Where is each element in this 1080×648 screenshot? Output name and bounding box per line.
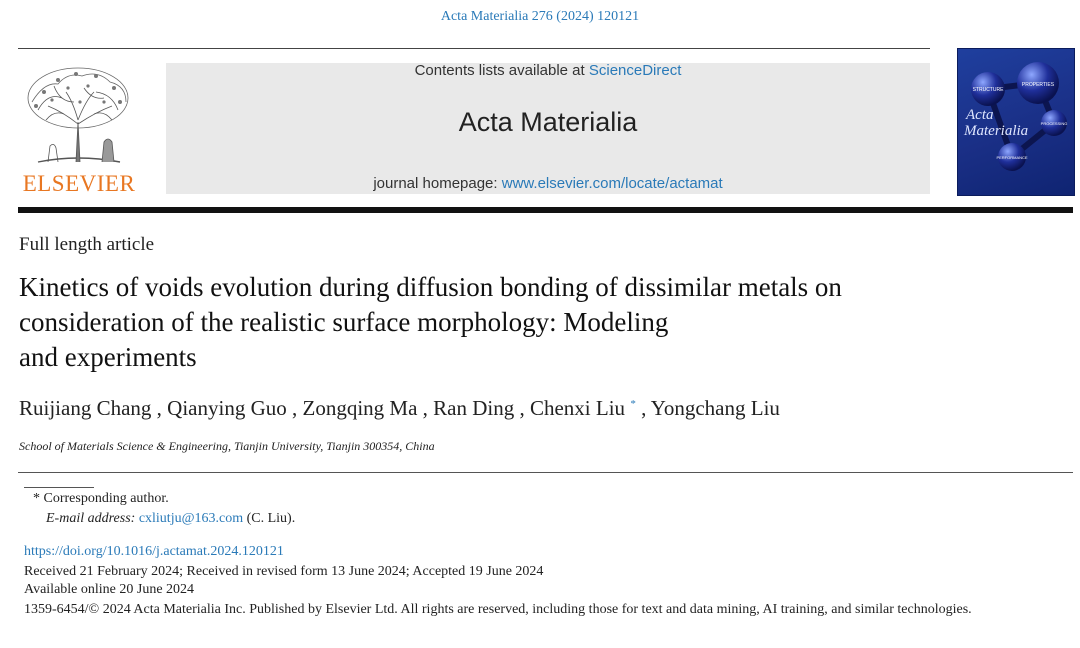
author-list: Ruijiang Chang , Qianying Guo , Zongqing Ma , Ran Ding , Chenxi Liu * , Yongchang Liu xyxy=(19,396,780,420)
cover-node-label-right: PROPERTIES xyxy=(1021,82,1055,88)
journal-reference[interactable]: Acta Materialia 276 (2024) 120121 xyxy=(440,9,640,24)
header-divider xyxy=(18,207,1073,213)
cover-node-label-bottom: PERFORMANCE xyxy=(996,155,1028,160)
email-link[interactable]: cxliutju@163.com xyxy=(138,511,244,526)
cover-node-label-top: STRUCTURE xyxy=(972,87,1004,93)
received-dates: Received 21 February 2024; Received in revised form 13 June 2024; Accepted 19 June 2024 xyxy=(24,564,544,579)
cover-title-line2: Materialia xyxy=(964,123,1029,139)
article-title xyxy=(19,270,979,375)
journal-cover[interactable] xyxy=(957,48,1075,196)
cover-molecule-icon xyxy=(958,49,1074,195)
contents-prefix: Contents lists available at xyxy=(414,62,589,79)
article-type: Full length article xyxy=(19,234,155,255)
article-title-line2: consideration of the realistic surface morphology: Modeling xyxy=(19,307,669,337)
author-name[interactable]: Yongchang Liu xyxy=(650,396,780,420)
affiliation: School of Materials Science & Engineering, Tianjin University, Tianjin 300354, China xyxy=(19,439,435,453)
elsevier-tree-icon xyxy=(18,62,140,170)
journal-title[interactable]: Acta Materialia xyxy=(458,107,638,137)
top-divider xyxy=(18,48,930,49)
contents-line xyxy=(166,63,930,79)
journal-header xyxy=(166,63,930,194)
author-name[interactable]: Ran Ding xyxy=(433,396,515,420)
doi-link[interactable]: https://doi.org/10.1016/j.actamat.2024.120121 xyxy=(24,544,284,559)
copyright-notice: 1359-6454/© 2024 Acta Materialia Inc. Published by Elsevier Ltd. All rights are reserved, including those for text and data mining, AI training, and similar technologies. xyxy=(24,602,972,617)
article-title-line1: Kinetics of voids evolution during diffusion bonding of dissimilar metals on xyxy=(19,272,842,302)
email-suffix: (C. Liu). xyxy=(243,511,296,526)
journal-homepage-link[interactable]: www.elsevier.com/locate/actamat xyxy=(501,175,723,192)
corresponding-author-mark[interactable]: * xyxy=(630,398,636,410)
article-title-line3: and experiments xyxy=(19,342,197,372)
corresponding-author-note: * Corresponding author. xyxy=(33,491,169,506)
publisher-logo[interactable] xyxy=(18,62,140,197)
author-name[interactable]: Zongqing Ma xyxy=(302,396,418,420)
section-divider xyxy=(18,472,1073,473)
sciencedirect-link[interactable]: ScienceDirect xyxy=(588,62,682,79)
author-name[interactable]: Qianying Guo xyxy=(167,396,287,420)
homepage-prefix: journal homepage: xyxy=(373,175,502,192)
cover-node-label-mid: PROCESSING xyxy=(1040,121,1068,126)
homepage-line xyxy=(166,175,930,192)
footnote-divider xyxy=(24,487,94,488)
publisher-name: ELSEVIER xyxy=(22,171,136,196)
email-line xyxy=(46,511,295,527)
email-label: E-mail address: xyxy=(46,511,139,526)
author-name[interactable]: Chenxi Liu xyxy=(529,396,626,420)
available-online-date: Available online 20 June 2024 xyxy=(24,582,195,597)
cover-title-line1: Acta xyxy=(966,107,994,123)
author-name[interactable]: Ruijiang Chang xyxy=(19,396,152,420)
